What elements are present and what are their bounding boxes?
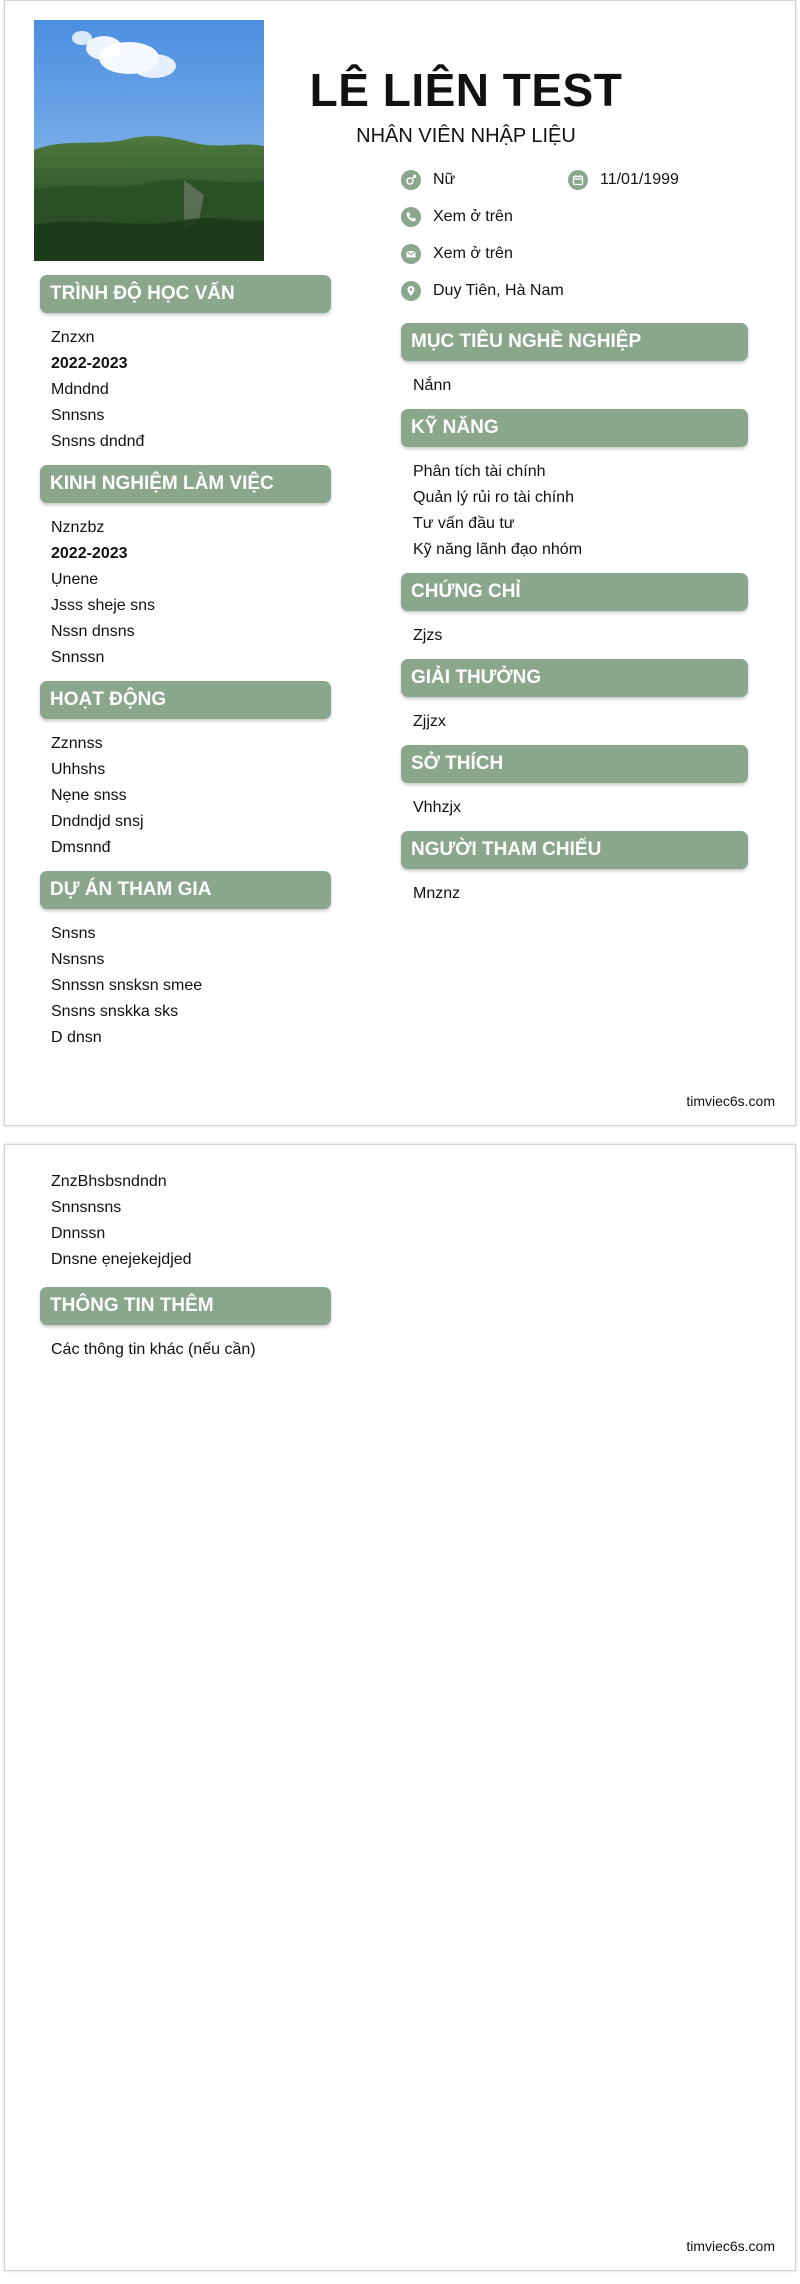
candidate-job-title: NHÂN VIÊN NHẬP LIỆU (356, 125, 576, 147)
certificate-item: Zjzs (413, 627, 443, 644)
awards-header: GIẢI THƯỞNG (401, 659, 748, 697)
activity-item: Nẹne snss (51, 787, 127, 804)
profile-photo (34, 20, 264, 261)
experience-item: Nssn dnsns (51, 623, 135, 640)
cv-page-2 (4, 1144, 796, 2271)
email-value: Xem ở trên (433, 245, 513, 262)
references-header: NGƯỜI THAM CHIẾU (401, 831, 748, 869)
skill-item: Tư vấn đầu tư (413, 515, 515, 532)
projects-header: DỰ ÁN THAM GIA (40, 871, 331, 909)
experience-item: Nznzbz (51, 519, 105, 536)
objective-list (413, 373, 451, 399)
activity-item: Zznnss (51, 735, 103, 752)
activities-header: HOẠT ĐỘNG (40, 681, 331, 719)
hobbies-list (413, 795, 461, 821)
project-item: Dnnssn (51, 1225, 106, 1242)
award-item: Zjjzx (413, 713, 446, 730)
certificates-header: CHỨNG CHỈ (401, 573, 748, 611)
experience-item: Snnssn (51, 649, 105, 666)
project-item: ZnzBhsbsndndn (51, 1173, 167, 1190)
projects-list-continued (51, 1169, 192, 1273)
references-list (413, 881, 460, 907)
education-list (51, 325, 144, 455)
education-item: Mdndnd (51, 381, 109, 398)
gender-info (401, 170, 455, 190)
education-item: 2022-2023 (51, 355, 128, 372)
additional-info-header: THÔNG TIN THÊM (40, 1287, 331, 1325)
experience-item: Jsss sheje sns (51, 597, 156, 614)
objective-item: Nắnn (413, 377, 452, 394)
cv-page-1 (4, 0, 796, 1126)
birthday-value: 11/01/1999 (600, 171, 679, 188)
phone-info (401, 207, 513, 227)
project-item: Snnsnsns (51, 1199, 122, 1216)
address-value: Duy Tiên, Hà Nam (433, 282, 564, 299)
project-item: Snsns (51, 925, 96, 942)
experience-item: 2022-2023 (51, 545, 128, 562)
email-icon (401, 244, 421, 264)
gender-value: Nữ (433, 171, 456, 188)
gender-icon (401, 170, 421, 190)
candidate-name: LÊ LIÊN TEST (309, 64, 623, 116)
skill-item: Phân tích tài chính (413, 463, 546, 480)
phone-icon (401, 207, 421, 227)
location-icon (401, 281, 421, 301)
project-item: Snnssn snsksn smee (51, 977, 203, 994)
calendar-icon (568, 170, 588, 190)
additional-info-list (51, 1337, 256, 1363)
activity-item: Dmsnnđ (51, 839, 111, 856)
skill-item: Quản lý rủi ro tài chính (413, 489, 574, 506)
awards-list (413, 709, 446, 735)
project-item: Dnsne ẹnejekejdjed (51, 1251, 192, 1268)
email-info (401, 244, 513, 264)
project-item: D dnsn (51, 1029, 102, 1046)
education-item: Snnsns (51, 407, 105, 424)
experience-header: KINH NGHIỆM LÀM VIỆC (40, 465, 331, 503)
education-item: Snsns dndnđ (51, 433, 145, 450)
address-info (401, 281, 564, 301)
project-item: Nsnsns (51, 951, 105, 968)
footer-site-link[interactable]: timviec6s.com (686, 2238, 775, 2254)
photo-mountain-forest-icon (34, 20, 264, 261)
reference-item: Mnznz (413, 885, 461, 902)
projects-list (51, 921, 202, 1051)
education-item: Znzxn (51, 329, 95, 346)
footer-site-link[interactable]: timviec6s.com (686, 1093, 775, 1109)
objective-header: MỤC TIÊU NGHỀ NGHIỆP (401, 323, 748, 361)
activity-item: Dndndjd snsj (51, 813, 144, 830)
birthday-info (568, 170, 679, 190)
skill-item: Kỹ năng lãnh đạo nhóm (413, 541, 583, 558)
experience-item: Ụnene (51, 571, 99, 588)
phone-value: Xem ở trên (433, 208, 513, 225)
skills-list (413, 459, 582, 563)
certificates-list (413, 623, 442, 649)
education-header: TRÌNH ĐỘ HỌC VẤN (40, 275, 331, 313)
hobbies-header: SỞ THÍCH (401, 745, 748, 783)
additional-info-item: Các thông tin khác (nếu cần) (51, 1341, 256, 1358)
experience-list (51, 515, 155, 671)
project-item: Snsns snskka sks (51, 1003, 179, 1020)
activity-item: Uhhshs (51, 761, 106, 778)
skills-header: KỸ NĂNG (401, 409, 748, 447)
hobby-item: Vhhzjx (413, 799, 462, 816)
activities-list (51, 731, 144, 861)
